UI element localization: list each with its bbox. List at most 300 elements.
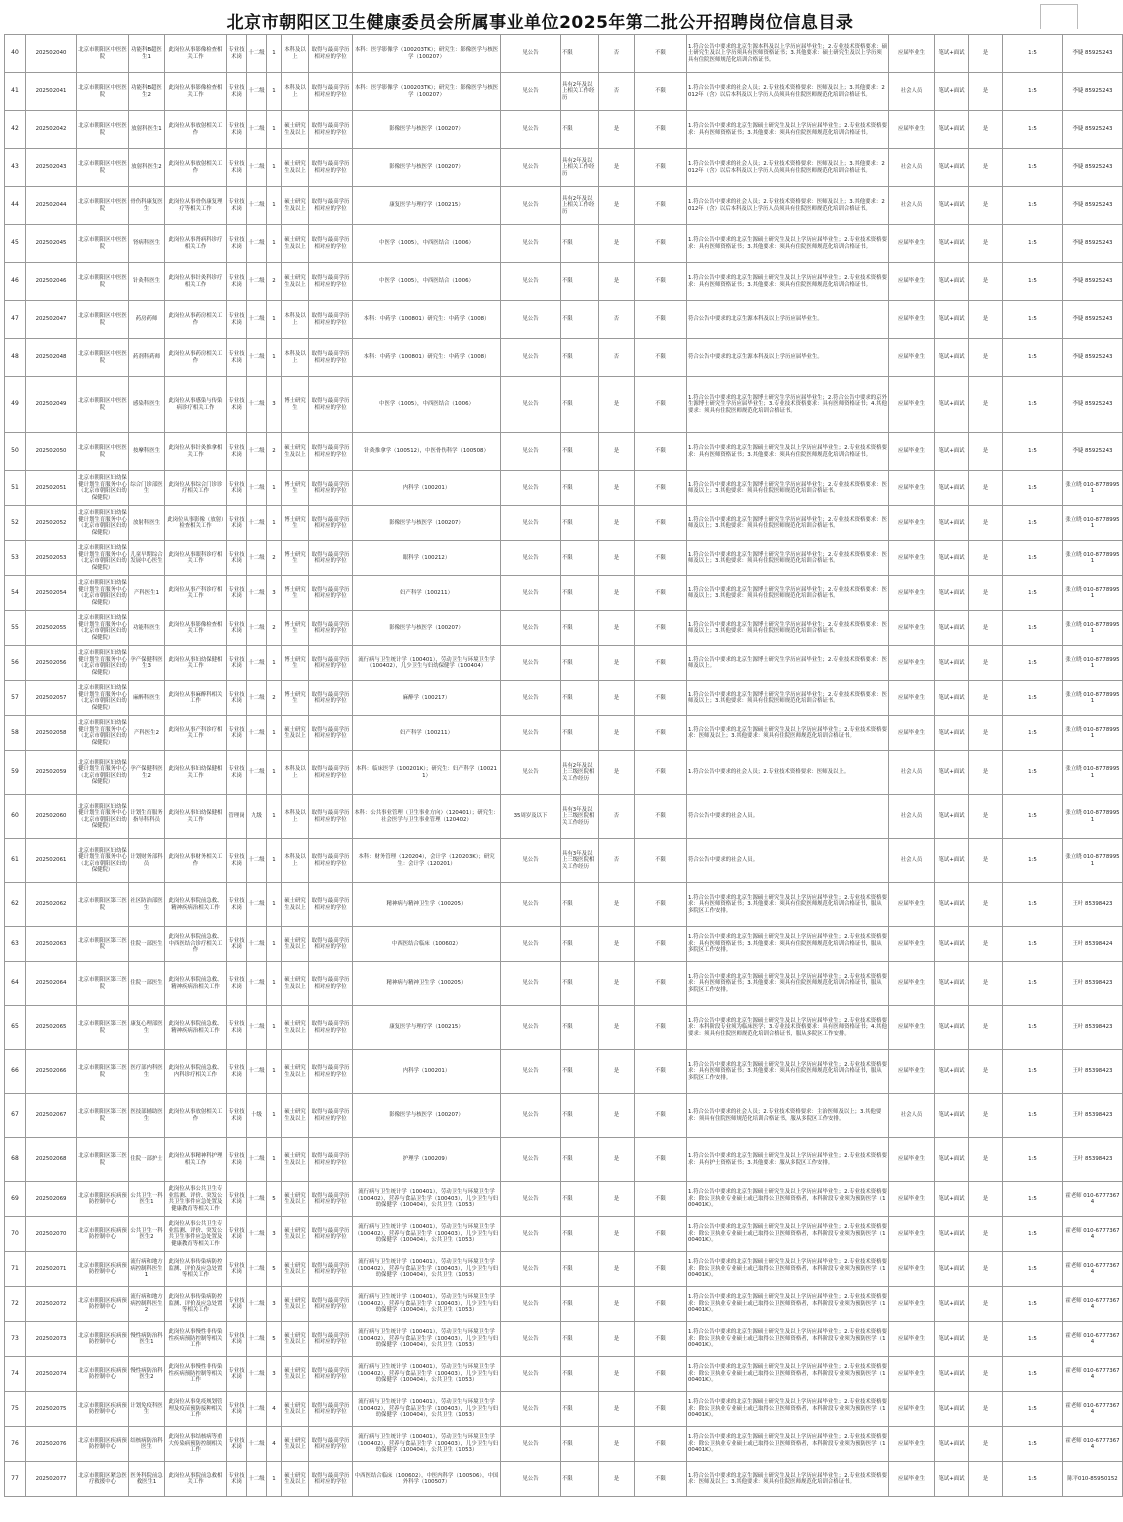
cell-ratio-flag: 是: [969, 839, 1003, 883]
cell-position: 药房药师: [129, 301, 165, 339]
cell-ratio: 1:5: [1003, 1287, 1063, 1322]
cell-age: 见公告: [501, 1357, 561, 1392]
cell-residence: 是: [599, 883, 635, 927]
cell-target: 应届毕业生: [889, 927, 935, 962]
cell-other-req: 1.符合公告中要求的北京生源硕士研究生及以上学历应届毕业生；2.专业技术资格要求：医师及以上；3.其他要求：须具有住院医师规范化培训合格证书。: [687, 716, 889, 751]
cell-major: 流行病与卫生统计学（100401），劳动卫生与环境卫生学（100402），营养与食品卫生学（100403），儿少卫生与妇幼保健学（100404），公共卫生（1053）: [353, 1182, 501, 1217]
cell-grade: 十二级: [247, 1138, 267, 1182]
cell-contact: 李婕 85925243: [1063, 377, 1123, 433]
cell-unit: 北京市朝阳区妇幼保健计划生育服务中心（北京市朝阳区妇幼保健院）: [77, 716, 129, 751]
cell-degree: 取得与最高学历相对应的学位: [309, 1462, 353, 1497]
cell-ratio-flag: 是: [969, 1138, 1003, 1182]
cell-major: 中医学（1005），中西医结合（1006）: [353, 377, 501, 433]
cell-exam: 笔试+面试: [935, 751, 969, 795]
cell-target: 应届毕业生: [889, 646, 935, 681]
table-row: [5, 1252, 1123, 1287]
cell-unit: 北京市朝阳区妇幼保健计划生育服务中心（北京市朝阳区妇幼保健院）: [77, 506, 129, 541]
cell-target: 应届毕业生: [889, 883, 935, 927]
cell-position: 慢性病防治科医生1: [129, 1322, 165, 1357]
cell-other-req: 1.符合公告中要求的北京生源硕士研究生及以上学历应届毕业生；2.专业技术资格要求：具有医师资格证书；3.其他要求：须具有住院医师规范化培训合格证书，服从多院区工作安排。: [687, 927, 889, 962]
cell-major: 影像医学与核医学（100207）: [353, 611, 501, 646]
cell-code: 202502063: [26, 927, 77, 962]
cell-count: 2: [267, 541, 282, 576]
cell-residence: 是: [599, 1392, 635, 1427]
table-row: [5, 73, 1123, 111]
cell-duties: 此岗位从事放射相关工作: [165, 111, 227, 149]
cell-target: 应届毕业生: [889, 1357, 935, 1392]
cell-ratio-flag: 是: [969, 1392, 1003, 1427]
cell-unit: 北京市朝阳区疾病预防控制中心: [77, 1392, 129, 1427]
cell-political: 不限: [635, 111, 687, 149]
cell-target: 应届毕业生: [889, 1252, 935, 1287]
table-body: [5, 35, 1123, 1497]
cell-residence: 是: [599, 962, 635, 1006]
cell-grade: 十二级: [247, 1182, 267, 1217]
cell-degree: 取得与最高学历相对应的学位: [309, 795, 353, 839]
cell-other-req: 1.符合公告中要求的北京生源博士研究生学历应届毕业生；2.专业技术资格要求：医师及以上；3.其他要求：须具有住院医师规范化培训合格证书。: [687, 611, 889, 646]
cell-age: 见公告: [501, 962, 561, 1006]
cell-grade: 九级: [247, 795, 267, 839]
cell-grade: 十二级: [247, 506, 267, 541]
cell-count: 2: [267, 433, 282, 471]
cell-residence: 否: [599, 339, 635, 377]
cell-major: 康复医学与理疗学（100215）: [353, 187, 501, 225]
cell-unit: 北京市朝阳区妇幼保健计划生育服务中心（北京市朝阳区妇幼保健院）: [77, 795, 129, 839]
cell-education: 本科及以上: [282, 35, 309, 73]
cell-other-req: 1.符合公告中要求的北京生源本科及以上学历应届毕业生；2.专业技术资格要求：硕士研究生及以上学历须具有医师资格证书；3.其他要求：硕士研究生及以上学历须具有住院医师规范化培训合格证书。: [687, 35, 889, 73]
cell-ratio-flag: 是: [969, 646, 1003, 681]
cell-major: 影像医学与核医学（100207）: [353, 1094, 501, 1138]
cell-category: 专业技术岗: [227, 225, 247, 263]
cell-ratio-flag: 是: [969, 1287, 1003, 1322]
cell-duties: 此岗位从事公共卫生专业监测、评价、突发公共卫生事件应急处置及健康教育等相关工作: [165, 1182, 227, 1217]
cell-position: 针灸科医生: [129, 263, 165, 301]
cell-exam: 笔试+面试: [935, 1357, 969, 1392]
cell-age: 见公告: [501, 471, 561, 506]
cell-experience: 不限: [561, 646, 599, 681]
cell-count: 1: [267, 506, 282, 541]
cell-ratio-flag: 是: [969, 1094, 1003, 1138]
cell-category: 专业技术岗: [227, 541, 247, 576]
cell-position: 肾病科医生: [129, 225, 165, 263]
cell-experience: 不限: [561, 1217, 599, 1252]
cell-grade: 十二级: [247, 681, 267, 716]
cell-target: 应届毕业生: [889, 1138, 935, 1182]
cell-education: 博士研究生: [282, 541, 309, 576]
cell-major: 流行病与卫生统计学（100401），劳动卫生与环境卫生学（100402），营养与食品卫生学（100403），儿少卫生与妇幼保健学（100404），公共卫生（1053）: [353, 1357, 501, 1392]
cell-position: 药剂科药师: [129, 339, 165, 377]
cell-residence: 是: [599, 433, 635, 471]
cell-duties: 此岗位从事公共卫生专业监测、评价、突发公共卫生事件应急处置及健康教育等相关工作: [165, 1217, 227, 1252]
cell-age: 见公告: [501, 927, 561, 962]
cell-count: 1: [267, 1050, 282, 1094]
cell-degree: 取得与最高学历相对应的学位: [309, 377, 353, 433]
table-row: [5, 225, 1123, 263]
cell-degree: 取得与最高学历相对应的学位: [309, 1182, 353, 1217]
cell-ratio: 1:5: [1003, 339, 1063, 377]
cell-residence: 是: [599, 1217, 635, 1252]
cell-count: 2: [267, 263, 282, 301]
cell-contact: 王叶 85398423: [1063, 1006, 1123, 1050]
cell-political: 不限: [635, 1006, 687, 1050]
cell-experience: 不限: [561, 1392, 599, 1427]
cell-ratio: 1:5: [1003, 541, 1063, 576]
cell-contact: 霍老师 010-67773674: [1063, 1252, 1123, 1287]
cell-experience: 不限: [561, 927, 599, 962]
cell-duties: 此岗位从事产科诊疗相关工作: [165, 716, 227, 751]
cell-seq: 60: [5, 795, 26, 839]
cell-other-req: 1.符合公告中要求的北京生源硕士研究生及以上学历应届毕业生；2.专业技术资格要求：除公卫执业专业硕士或已取得公卫医师资格者，本科阶段专业须为预防医学（100401K）。: [687, 1287, 889, 1322]
cell-major: 流行病与卫生统计学（100401），劳动卫生与环境卫生学（100402），营养与食品卫生学（100403），儿少卫生与妇幼保健学（100404），公共卫生（1053）: [353, 1427, 501, 1462]
cell-count: 1: [267, 751, 282, 795]
cell-residence: 是: [599, 377, 635, 433]
cell-residence: 是: [599, 1138, 635, 1182]
table-row: [5, 35, 1123, 73]
cell-exam: 笔试+面试: [935, 506, 969, 541]
cell-code: 202502057: [26, 681, 77, 716]
cell-major: 本科：医学影像学（100203TK）；研究生：影像医学与核医学（100207）: [353, 73, 501, 111]
cell-age: 见公告: [501, 1322, 561, 1357]
cell-political: 不限: [635, 1050, 687, 1094]
cell-category: 专业技术岗: [227, 1462, 247, 1497]
cell-seq: 73: [5, 1322, 26, 1357]
cell-ratio: 1:5: [1003, 1357, 1063, 1392]
cell-unit: 北京市朝阳区第三医院: [77, 1050, 129, 1094]
cell-major: 流行病与卫生统计学（100401），劳动卫生与环境卫生学（100402），儿少卫生与妇幼保健学（100404）: [353, 646, 501, 681]
cell-target: 应届毕业生: [889, 301, 935, 339]
cell-duties: 此岗位从事院前急救、中西医结合诊疗相关工作: [165, 927, 227, 962]
cell-contact: 李婕 85925243: [1063, 111, 1123, 149]
cell-ratio: 1:5: [1003, 471, 1063, 506]
cell-exam: 笔试+面试: [935, 646, 969, 681]
cell-code: 202502050: [26, 433, 77, 471]
cell-experience: 不限: [561, 377, 599, 433]
cell-ratio-flag: 是: [969, 433, 1003, 471]
table-row: [5, 576, 1123, 611]
cell-residence: 是: [599, 187, 635, 225]
cell-code: 202502058: [26, 716, 77, 751]
cell-age: 见公告: [501, 1462, 561, 1497]
cell-political: 不限: [635, 433, 687, 471]
page-title: 北京市朝阳区卫生健康委员会所属事业单位2025年第二批公开招聘岗位信息目录: [226, 13, 854, 33]
cell-seq: 77: [5, 1462, 26, 1497]
table-row: [5, 377, 1123, 433]
table-row: [5, 339, 1123, 377]
cell-count: 1: [267, 716, 282, 751]
cell-unit: 北京市朝阳区妇幼保健计划生育服务中心（北京市朝阳区妇幼保健院）: [77, 471, 129, 506]
cell-contact: 王叶 85398424: [1063, 927, 1123, 962]
cell-contact: 张立晓 010-87789951: [1063, 839, 1123, 883]
cell-duties: 此岗位从事针灸科诊疗相关工作: [165, 263, 227, 301]
table-row: [5, 433, 1123, 471]
cell-code: 202502065: [26, 1006, 77, 1050]
cell-exam: 笔试+面试: [935, 541, 969, 576]
cell-duties: 此岗位从事骨伤康复理疗等相关工作: [165, 187, 227, 225]
cell-unit: 北京市朝阳区第三医院: [77, 1006, 129, 1050]
cell-political: 不限: [635, 1182, 687, 1217]
cell-duties: 此岗位从事慢性非传染性疾病预防控制等相关工作: [165, 1357, 227, 1392]
cell-code: 202502070: [26, 1217, 77, 1252]
cell-exam: 笔试+面试: [935, 1182, 969, 1217]
cell-code: 202502046: [26, 263, 77, 301]
cell-education: 硕士研究生及以上: [282, 187, 309, 225]
cell-major: 眼科学（100212）: [353, 541, 501, 576]
cell-education: 硕士研究生及以上: [282, 1462, 309, 1497]
cell-degree: 取得与最高学历相对应的学位: [309, 927, 353, 962]
cell-other-req: 1.符合公告中要求的北京生源硕士研究生及以上学历应届毕业生；2.专业技术资格要求：除公卫执业专业硕士或已取得公卫医师资格者，本科阶段专业须为预防医学（100401K）。: [687, 1427, 889, 1462]
cell-seq: 74: [5, 1357, 26, 1392]
cell-age: 35周岁及以下: [501, 795, 561, 839]
table-row: [5, 611, 1123, 646]
cell-experience: 具有2年及以上相关工作经历: [561, 73, 599, 111]
cell-count: 1: [267, 795, 282, 839]
cell-education: 博士研究生: [282, 377, 309, 433]
table-row: [5, 1287, 1123, 1322]
cell-major: 流行病与卫生统计学（100401），劳动卫生与环境卫生学（100402），营养与食品卫生学（100403），儿少卫生与妇幼保健学（100404），公共卫生（1053）: [353, 1252, 501, 1287]
cell-seq: 75: [5, 1392, 26, 1427]
cell-unit: 北京市朝阳区疾病预防控制中心: [77, 1252, 129, 1287]
cell-age: 见公告: [501, 263, 561, 301]
cell-exam: 笔试+面试: [935, 1006, 969, 1050]
cell-duties: 此岗位从事传染病防控监测、评价及应急处置等相关工作: [165, 1287, 227, 1322]
cell-age: 见公告: [501, 339, 561, 377]
table-row: [5, 839, 1123, 883]
cell-education: 硕士研究生及以上: [282, 1357, 309, 1392]
cell-position: 放射科医生: [129, 506, 165, 541]
table-row: [5, 1427, 1123, 1462]
cell-target: 应届毕业生: [889, 111, 935, 149]
cell-ratio: 1:5: [1003, 506, 1063, 541]
cell-seq: 48: [5, 339, 26, 377]
cell-exam: 笔试+面试: [935, 927, 969, 962]
cell-target: 应届毕业生: [889, 716, 935, 751]
cell-major: 中西医结合临床（100602）: [353, 927, 501, 962]
cell-seq: 40: [5, 35, 26, 73]
cell-ratio-flag: 是: [969, 576, 1003, 611]
cell-contact: 张立晓 010-87789951: [1063, 576, 1123, 611]
cell-count: 3: [267, 377, 282, 433]
cell-duties: 此岗位从事影像检查相关工作: [165, 73, 227, 111]
cell-unit: 北京市朝阳区中医医院: [77, 263, 129, 301]
cell-code: 202502047: [26, 301, 77, 339]
cell-major: 精神病与精神卫生学（100205）: [353, 962, 501, 1006]
cell-degree: 取得与最高学历相对应的学位: [309, 506, 353, 541]
cell-seq: 68: [5, 1138, 26, 1182]
cell-political: 不限: [635, 646, 687, 681]
cell-other-req: 1.符合公告中要求的北京生源硕士研究生及以上学历应届毕业生；2.专业技术资格要求：具有医师资格证书；3.其他要求：须具有住院医师规范化培训合格证书。: [687, 225, 889, 263]
cell-contact: 张立晓 010-87789951: [1063, 471, 1123, 506]
cell-seq: 45: [5, 225, 26, 263]
cell-count: 1: [267, 927, 282, 962]
cell-target: 应届毕业生: [889, 506, 935, 541]
cell-other-req: 1.符合公告中要求的北京生源硕士研究生及以上学历应届毕业生；2.专业技术资格要求：具有医师资格证书；3.其他要求：须具有住院医师规范化培训合格证书，服从多院区工作安排。: [687, 962, 889, 1006]
cell-education: 博士研究生: [282, 611, 309, 646]
cell-residence: 是: [599, 111, 635, 149]
cell-duties: 此岗位从事麻醉科相关工作: [165, 681, 227, 716]
cell-other-req: 1.符合公告中要求的北京生源硕士研究生及以上学历应届毕业生；2.专业技术资格要求：除公卫执业专业硕士或已取得公卫医师资格者，本科阶段专业须为预防医学（100401K）。: [687, 1217, 889, 1252]
cell-major: 中医学（1005），中西医结合（1006）: [353, 263, 501, 301]
cell-exam: 笔试+面试: [935, 1392, 969, 1427]
cell-ratio-flag: 是: [969, 1252, 1003, 1287]
cell-ratio-flag: 是: [969, 1322, 1003, 1357]
cell-target: 应届毕业生: [889, 1392, 935, 1427]
cell-code: 202502040: [26, 35, 77, 73]
cell-unit: 北京市朝阳区中医医院: [77, 35, 129, 73]
cell-experience: 不限: [561, 1252, 599, 1287]
cell-age: 见公告: [501, 751, 561, 795]
cell-seq: 57: [5, 681, 26, 716]
cell-target: 应届毕业生: [889, 1182, 935, 1217]
cell-category: 专业技术岗: [227, 1094, 247, 1138]
cell-political: 不限: [635, 681, 687, 716]
cell-count: 1: [267, 1094, 282, 1138]
cell-category: 专业技术岗: [227, 716, 247, 751]
cell-position: 骨伤科康复医生: [129, 187, 165, 225]
cell-target: 应届毕业生: [889, 1217, 935, 1252]
cell-contact: 张立晓 010-87789951: [1063, 751, 1123, 795]
cell-unit: 北京市朝阳区中医医院: [77, 339, 129, 377]
cell-duties: 此岗位从事免疫规划管理及疫苗预防接种相关工作: [165, 1392, 227, 1427]
cell-target: 应届毕业生: [889, 225, 935, 263]
cell-residence: 是: [599, 1322, 635, 1357]
cell-position: 儿童早期综合发展中心医生: [129, 541, 165, 576]
cell-contact: 李婕 85925243: [1063, 35, 1123, 73]
cell-target: 社会人员: [889, 839, 935, 883]
cell-unit: 北京市朝阳区第三医院: [77, 927, 129, 962]
cell-duties: 此岗位从事传染病防控监测、评价及应急处置等相关工作: [165, 1252, 227, 1287]
cell-duties: 此岗位从事院前急救、精神疾病治相关工作: [165, 1006, 227, 1050]
cell-degree: 取得与最高学历相对应的学位: [309, 839, 353, 883]
cell-code: 202502061: [26, 839, 77, 883]
cell-other-req: 1.符合公告中要求的北京生源硕士研究生及以上学历应届毕业生；2.专业技术资格要求：具有护士资格证书；3.其他要求：服从多院区工作安排。: [687, 1138, 889, 1182]
cell-other-req: 1.符合公告中要求的北京生源硕士研究生及以上学历应届毕业生；2.专业技术资格要求：具有医师资格证书；3.其他要求：须具有住院医师规范化培训合格证书，服从多院区工作安排。: [687, 883, 889, 927]
cell-education: 硕士研究生及以上: [282, 1287, 309, 1322]
cell-political: 不限: [635, 225, 687, 263]
cell-experience: 不限: [561, 1287, 599, 1322]
cell-degree: 取得与最高学历相对应的学位: [309, 611, 353, 646]
table-row: [5, 301, 1123, 339]
cell-grade: 十二级: [247, 1357, 267, 1392]
cell-education: 硕士研究生及以上: [282, 1138, 309, 1182]
cell-education: 博士研究生: [282, 471, 309, 506]
cell-category: 专业技术岗: [227, 263, 247, 301]
cell-other-req: 符合公告中要求的北京生源本科及以上学历应届毕业生。: [687, 339, 889, 377]
cell-grade: 十二级: [247, 471, 267, 506]
cell-target: 应届毕业生: [889, 1050, 935, 1094]
cell-age: 见公告: [501, 1252, 561, 1287]
cell-unit: 北京市朝阳区疾病预防控制中心: [77, 1217, 129, 1252]
cell-position: 医务科院前急救医生1: [129, 1462, 165, 1497]
cell-ratio: 1:5: [1003, 187, 1063, 225]
cell-position: 功能科B超医生2: [129, 73, 165, 111]
cell-duties: 此岗位从事院前急救、精神疾病治相关工作: [165, 883, 227, 927]
cell-age: 见公告: [501, 1392, 561, 1427]
cell-seq: 69: [5, 1182, 26, 1217]
cell-major: 本科：中药学（100801）研究生：中药学（1008）: [353, 301, 501, 339]
cell-ratio: 1:5: [1003, 1006, 1063, 1050]
cell-category: 专业技术岗: [227, 1006, 247, 1050]
table-row: [5, 263, 1123, 301]
cell-experience: 不限: [561, 1357, 599, 1392]
cell-duties: 此岗位从事药房相关工作: [165, 301, 227, 339]
cell-contact: 王叶 85398423: [1063, 1094, 1123, 1138]
cell-contact: 霍老师 010-67773674: [1063, 1182, 1123, 1217]
cell-category: 专业技术岗: [227, 1050, 247, 1094]
cell-ratio: 1:5: [1003, 377, 1063, 433]
table-row: [5, 1462, 1123, 1497]
cell-contact: 李婕 85925243: [1063, 433, 1123, 471]
cell-position: 放射科医生1: [129, 111, 165, 149]
table-row: [5, 1322, 1123, 1357]
table-row: [5, 1392, 1123, 1427]
cell-unit: 北京市朝阳区疾病预防控制中心: [77, 1427, 129, 1462]
cell-age: 见公告: [501, 646, 561, 681]
cell-ratio: 1:5: [1003, 1392, 1063, 1427]
cell-position: 公共卫生一科医生1: [129, 1182, 165, 1217]
cell-political: 不限: [635, 1357, 687, 1392]
cell-political: 不限: [635, 1322, 687, 1357]
cell-exam: 笔试+面试: [935, 1217, 969, 1252]
cell-category: 专业技术岗: [227, 433, 247, 471]
cell-code: 202502068: [26, 1138, 77, 1182]
cell-ratio: 1:5: [1003, 1182, 1063, 1217]
cell-category: 专业技术岗: [227, 927, 247, 962]
cell-target: 应届毕业生: [889, 471, 935, 506]
cell-ratio: 1:5: [1003, 1462, 1063, 1497]
cell-ratio: 1:5: [1003, 927, 1063, 962]
cell-major: 针灸推拿学（100512），中医骨伤科学（100508）: [353, 433, 501, 471]
cell-ratio-flag: 是: [969, 1357, 1003, 1392]
cell-position: 感染科医生: [129, 377, 165, 433]
cell-education: 博士研究生: [282, 576, 309, 611]
cell-ratio: 1:5: [1003, 962, 1063, 1006]
cell-political: 不限: [635, 339, 687, 377]
cell-age: 见公告: [501, 225, 561, 263]
cell-exam: 笔试+面试: [935, 1322, 969, 1357]
cell-category: 专业技术岗: [227, 1392, 247, 1427]
cell-grade: 十二级: [247, 883, 267, 927]
cell-ratio-flag: 是: [969, 301, 1003, 339]
cell-count: 2: [267, 681, 282, 716]
cell-exam: 笔试+面试: [935, 1287, 969, 1322]
cell-seq: 46: [5, 263, 26, 301]
cell-ratio: 1:5: [1003, 433, 1063, 471]
cell-code: 202502075: [26, 1392, 77, 1427]
cell-residence: 是: [599, 1427, 635, 1462]
cell-exam: 笔试+面试: [935, 111, 969, 149]
cell-grade: 十二级: [247, 73, 267, 111]
cell-education: 本科及以上: [282, 73, 309, 111]
cell-degree: 取得与最高学历相对应的学位: [309, 883, 353, 927]
cell-duties: 此岗位从事妇幼保健相关工作: [165, 795, 227, 839]
cell-position: 麻醉科医生: [129, 681, 165, 716]
cell-contact: 王叶 85398423: [1063, 883, 1123, 927]
cell-target: 应届毕业生: [889, 576, 935, 611]
cell-exam: 笔试+面试: [935, 1427, 969, 1462]
cell-residence: 是: [599, 225, 635, 263]
cell-position: 产科医生1: [129, 576, 165, 611]
cell-degree: 取得与最高学历相对应的学位: [309, 301, 353, 339]
cell-target: 应届毕业生: [889, 35, 935, 73]
cell-residence: 是: [599, 1287, 635, 1322]
cell-grade: 十二级: [247, 962, 267, 1006]
cell-target: 应届毕业生: [889, 433, 935, 471]
cell-duties: 此岗位从事产科诊疗相关工作: [165, 576, 227, 611]
cell-ratio: 1:5: [1003, 1050, 1063, 1094]
cell-ratio: 1:5: [1003, 646, 1063, 681]
cell-age: 见公告: [501, 716, 561, 751]
cell-position: 孕产保健科医生3: [129, 646, 165, 681]
